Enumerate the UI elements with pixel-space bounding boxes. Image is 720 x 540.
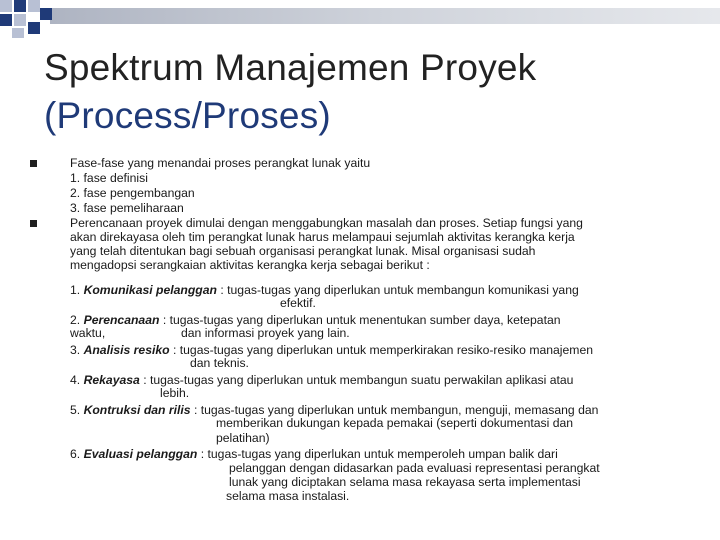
deco-square <box>14 0 26 12</box>
activity-number: 3. <box>70 343 81 357</box>
title-line-2: (Process/Proses) <box>44 95 331 136</box>
activity-term: Rekayasa <box>83 373 140 387</box>
bullet-icon <box>30 220 37 227</box>
title-line-1: Spektrum Manajemen Proyek <box>44 47 537 88</box>
activity-continuation: selama masa instalasi. <box>226 489 350 503</box>
activity-continuation: lebih. <box>160 386 190 400</box>
activity-item <box>70 373 573 388</box>
deco-square <box>12 28 24 38</box>
activity-number: 5. <box>70 403 81 417</box>
activity-term: Evaluasi pelanggan <box>83 447 198 461</box>
header-bar <box>50 8 720 24</box>
activity-continuation: waktu, <box>70 326 106 340</box>
activity-item <box>70 343 593 358</box>
activity-desc: : tugas-tugas yang diperlukan untuk membangun, menguji, memasang dan <box>190 403 599 417</box>
phase-item: 3. fase pemeliharaan <box>70 201 184 215</box>
phase-item: 1. fase definisi <box>70 171 148 185</box>
activity-continuation: memberikan dukungan kepada pemakai (seperti dokumentasi dan <box>216 416 574 430</box>
activity-item <box>70 447 558 462</box>
activity-term: Analisis resiko <box>83 343 170 357</box>
deco-square <box>28 0 40 12</box>
deco-square <box>0 0 12 12</box>
activity-number: 6. <box>70 447 81 461</box>
paragraph-line: akan direkayasa oleh tim perangkat lunak harus melampaui sejumlah aktivitas kerangka kerja <box>70 230 575 244</box>
activity-continuation: dan teknis. <box>190 356 249 370</box>
paragraph-line: mengadopsi serangkaian aktivitas kerangka kerja sebagai berikut : <box>70 258 430 272</box>
bullet-1-intro: Fase-fase yang menandai proses perangkat lunak yaitu <box>70 156 371 170</box>
activity-desc: : tugas-tugas yang diperlukan untuk menentukan sumber daya, ketepatan <box>159 313 561 327</box>
activity-number: 1. <box>70 283 81 297</box>
activity-continuation: pelatihan) <box>216 431 270 445</box>
activity-desc: : tugas-tugas yang diperlukan untuk memperoleh umpan balik dari <box>197 447 558 461</box>
activity-term: Perencanaan <box>83 313 160 327</box>
activity-term: Komunikasi pelanggan <box>83 283 217 297</box>
activity-number: 2. <box>70 313 81 327</box>
activity-number: 4. <box>70 373 81 387</box>
activity-continuation: pelanggan dengan didasarkan pada evaluasi representasi perangkat <box>229 461 600 475</box>
activity-continuation: lunak yang diciptakan selama masa rekayasa serta implementasi <box>229 475 581 489</box>
activity-continuation: dan informasi proyek yang lain. <box>181 326 350 340</box>
deco-square <box>28 22 40 34</box>
bullet-icon <box>30 160 37 167</box>
activity-term: Kontruksi dan rilis <box>83 403 191 417</box>
slide-title <box>44 44 536 140</box>
deco-square <box>14 14 26 26</box>
activity-desc: : tugas-tugas yang diperlukan untuk membangun komunikasi yang <box>216 283 579 297</box>
activity-desc: : tugas-tugas yang diperlukan untuk memperkirakan resiko-resiko manajemen <box>169 343 593 357</box>
paragraph-line: yang telah ditentukan bagi sebuah organisasi perangkat lunak. Misal organisasi sudah <box>70 244 536 258</box>
header-decoration <box>0 0 720 40</box>
activity-continuation: efektif. <box>280 296 316 310</box>
activity-item <box>70 283 579 298</box>
phase-item: 2. fase pengembangan <box>70 186 195 200</box>
deco-square <box>40 8 52 20</box>
deco-square <box>0 14 12 26</box>
paragraph-line: Perencanaan proyek dimulai dengan menggabungkan masalah dan proses. Setiap fungsi yang <box>70 216 583 230</box>
activity-desc: : tugas-tugas yang diperlukan untuk membangun suatu perwakilan aplikasi atau <box>139 373 574 387</box>
